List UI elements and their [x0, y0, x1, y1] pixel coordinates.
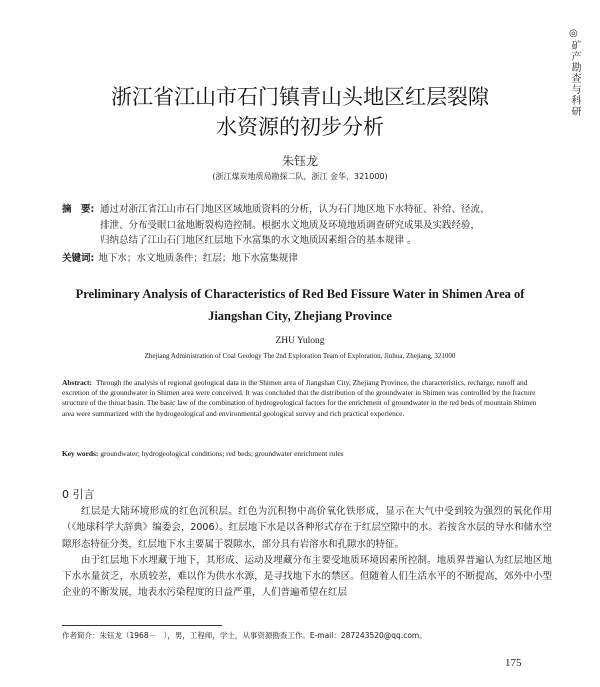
- keywords-en-label: Key words:: [62, 449, 99, 458]
- abstract-cn-line: 排泄、分布受眼口盆地断裂构造控制。根据水文地质及环境地质调查研究成果及实践经验，: [100, 219, 481, 231]
- body-paragraph: 由于红层地下水埋藏于地下，其形成、运动及埋藏分布主要受地质环境因素所控制。地质界普遍认为红层地区地下水水量贫乏，水质较差，难以作为供水水源，是寻找地下水的禁区。但随着人们生活水平的不断提高，郊外中小型企业的不断发展，地表水污染程度的日益严重，人们普遍希望在红层: [62, 554, 552, 599]
- keywords-en-text: groundwater; hydrogeological conditions; red beds; groundwater enrichment rules: [100, 449, 344, 458]
- abstract-cn-line: 归纳总结了江山石门地区红层地下水富集的水文地质因素组合的基本规律 。: [100, 235, 417, 246]
- keywords-cn: [62, 250, 552, 264]
- abstract-en-text: Through the analysis of regional geological data in the Shimen area of Jiangshan City, Zhejiang Province, the characteristics, recharge, runoff and excretion of the groundwater in Shimen area were conceived. It was concluded that the distribution of the groundwater in Shimen was controlled by the fracture structure of the throat basin. The basic law of the combination of hydrogeological factors for the enrichment of groundwater in the red beds of mountain Shimen area were summarized with the hydrogeological and environmental geological survey and rich practical experience.: [62, 378, 537, 418]
- title-en: [20, 283, 580, 327]
- title-en-line1: Preliminary Analysis of Characteristics of Red Bed Fissure Water in Shimen Area of: [75, 287, 525, 301]
- title-cn-line1: 浙江省江山市石门镇青山头地区红层裂隙: [111, 85, 489, 109]
- keywords-cn-label: 关键词:: [62, 253, 95, 264]
- affiliation-cn: (浙江煤炭地质局勘探二队，浙江 金华，321000): [212, 172, 388, 181]
- footnote-divider: [62, 625, 222, 626]
- author-cn: 朱钰龙: [281, 154, 318, 168]
- section-body: [62, 504, 552, 602]
- body-paragraph: 红层是大陆环境形成的红色沉积层。红色为沉积物中高价氧化铁形成，显示在大气中受到较为强烈的氧化作用（《地球科学大辞典》编委会，2006）。红层地下水是以各种形式存在于红层空隙中的水。若按含水层的导水和储水空隙形态特征分类，红层地下水主要属于裂隙水，部分具有岩溶水和孔隙水的特征。: [62, 506, 552, 550]
- abstract-en: [62, 378, 550, 419]
- author-footnote: 作者简介：朱钰龙（1968－ ），男，工程师，学士，从事资源勘查工作。E-mail：287243520@qq.com。: [62, 631, 427, 640]
- affiliation-en: Zhejiang Administration of Coal Geology The 2nd Exploration Team of Exploration, Jinhua, Zhejiang, 321000: [144, 352, 456, 360]
- abstract-cn: [62, 202, 552, 249]
- abstract-cn-line: 通过对浙江省江山市石门地区区域地质资料的分析，认为石门地区地下水特征、补给、径流、: [100, 204, 490, 215]
- journal-sidebar-mark: ◎: [569, 28, 578, 39]
- title-en-line2: Jiangshan City, Zhejiang Province: [208, 309, 392, 323]
- abstract-en-label: Abstract:: [62, 378, 92, 387]
- section-heading: 0 引言: [62, 488, 95, 501]
- author-en: ZHU Yulong: [275, 336, 325, 346]
- keywords-cn-text: 地下水；水文地质条件；红层；地下水富集规律: [98, 253, 298, 264]
- abstract-cn-label: 摘 要:: [62, 204, 95, 215]
- page-number: 175: [505, 657, 522, 669]
- keywords-en: [62, 449, 550, 458]
- journal-sidebar-title: 矿产勘查与科研: [569, 40, 580, 117]
- title-cn-line2: 水资源的初步分析: [216, 115, 384, 139]
